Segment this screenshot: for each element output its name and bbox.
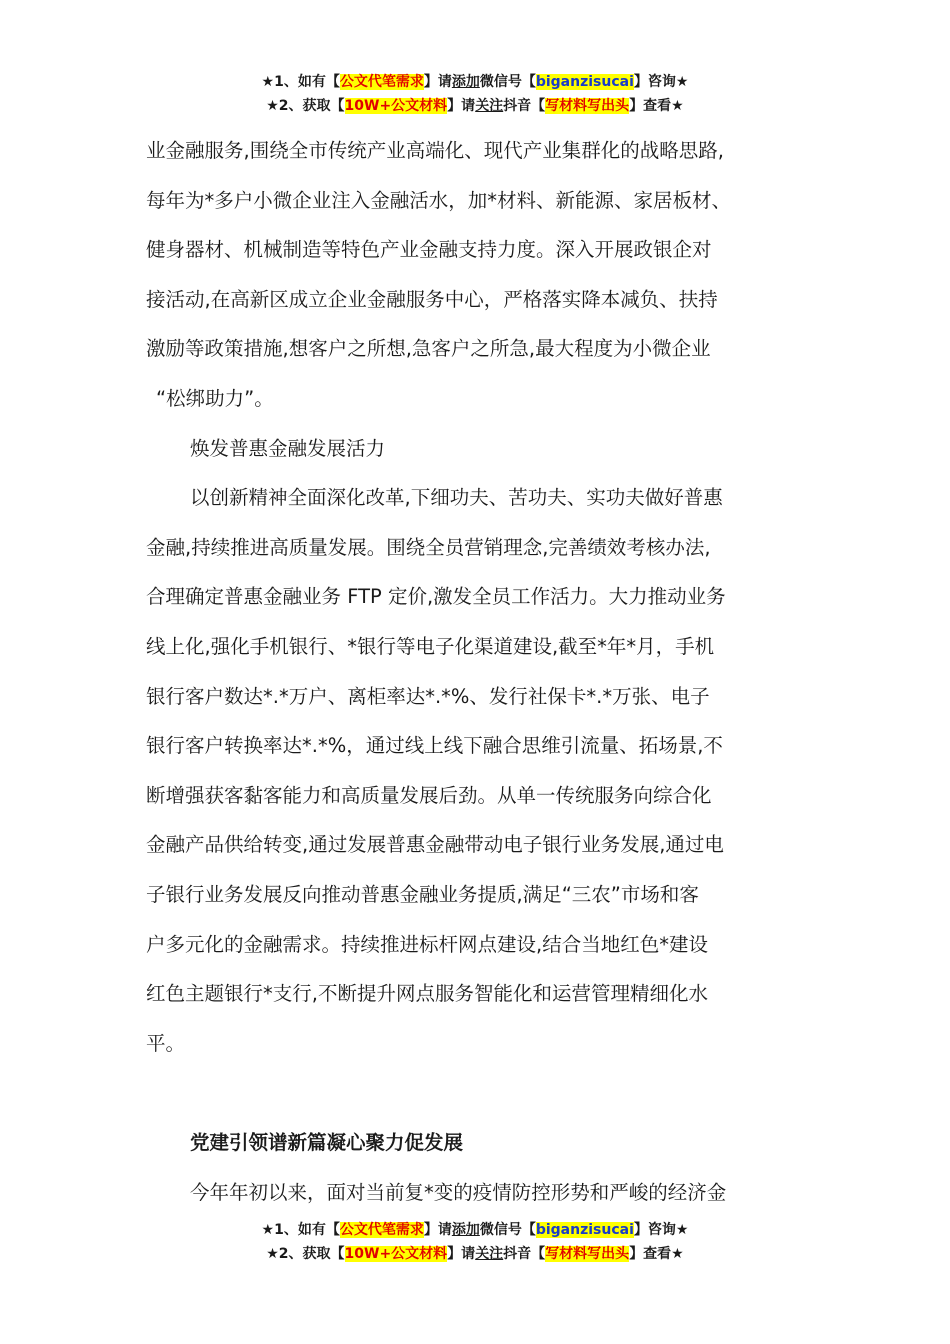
text-line: 银行客户数达*.*万户、离柜率达*.*%、发行社保卡*.*万张、电子 <box>146 684 710 708</box>
banner-underline-add: 添加 <box>451 74 480 90</box>
banner-text: 】请 <box>423 74 452 90</box>
text-line: 激励等政策措施,想客户之所想,急客户之所急,最大程度为小微企业 <box>146 337 711 361</box>
bottom-banner <box>0 1218 950 1266</box>
banner-line-1 <box>0 1218 950 1242</box>
banner-line-2 <box>0 94 950 118</box>
banner-text: 】查看★ <box>629 1246 684 1262</box>
text-line: 断增强获客黏客能力和高质量发展后劲。从单一传统服务向综合化 <box>146 783 712 807</box>
banner-text: 】请 <box>423 1222 452 1238</box>
text-line: 银行客户转换率达*.*%，通过线上线下融合思维引流量、拓场景,不 <box>146 734 723 758</box>
banner-text: 】请 <box>447 1246 476 1262</box>
top-banner <box>0 70 950 118</box>
text-line: 业金融服务,围绕全市传统产业高端化、现代产业集群化的战略思路, <box>146 139 724 162</box>
text-line: 以创新精神全面深化改革,下细功夫、苦功夫、实功夫做好普惠 <box>190 486 723 510</box>
text-line: 合理确定普惠金融业务 FTP 定价,激发全员工作活力。大力推动业务 <box>146 585 726 609</box>
banner-line-2 <box>0 1242 950 1266</box>
section-heading-2 <box>146 1118 814 1168</box>
banner-text: 】查看★ <box>629 98 684 114</box>
banner-highlight-wechat-id: biganzisucai <box>535 74 634 90</box>
text-line: 平。 <box>146 1031 186 1055</box>
text-line: 接活动,在高新区成立企业金融服务中心，严格落实降本减负、扶持 <box>146 287 718 311</box>
heading-text: 焕发普惠金融发展活力 <box>190 436 386 460</box>
text-line: 户多元化的金融需求。持续推进标杆网点建设,结合当地红色*建设 <box>146 932 708 956</box>
banner-line-1 <box>0 70 950 94</box>
spacer <box>146 1068 814 1118</box>
banner-highlight-wechat-id: biganzisucai <box>535 1222 634 1238</box>
heading-text: 党建引领谱新篇凝心聚力促发展 <box>190 1131 464 1155</box>
banner-highlight-service: 公文代笔需求 <box>339 74 424 90</box>
text-line: 金融产品供给转变,通过发展普惠金融带动电子银行业务发展,通过电 <box>146 833 724 857</box>
text-line: “松绑助力”。 <box>156 386 274 410</box>
paragraph-2 <box>146 473 814 1068</box>
banner-text: 微信号【 <box>479 74 536 90</box>
text-line: 线上化,强化手机银行、*银行等电子化渠道建设,截至*年*月，手机 <box>146 634 715 658</box>
banner-highlight-materials: 10W+公文材料 <box>344 1246 448 1262</box>
banner-underline-follow: 关注 <box>475 98 504 114</box>
banner-text: ★1、如有【 <box>261 1222 340 1238</box>
banner-text: ★2、获取【 <box>266 1246 345 1262</box>
paragraph-3 <box>146 1168 814 1218</box>
banner-text: ★1、如有【 <box>261 74 340 90</box>
banner-underline-add: 添加 <box>451 1222 480 1238</box>
banner-text: 】咨询★ <box>633 1222 689 1238</box>
text-line: 子银行业务发展反向推动普惠金融业务提质,满足“三农”市场和客 <box>146 882 699 906</box>
banner-highlight-materials: 10W+公文材料 <box>344 98 448 114</box>
banner-text: 】请 <box>447 98 476 114</box>
banner-highlight-douyin: 写材料写出头 <box>545 1246 630 1262</box>
banner-underline-follow: 关注 <box>475 1246 504 1262</box>
text-line: 今年年初以来，面对当前复*变的疫情防控形势和严峻的经济金 <box>190 1180 727 1204</box>
paragraph-1 <box>146 126 814 424</box>
banner-text: 微信号【 <box>479 1222 536 1238</box>
text-line: 健身器材、机械制造等特色产业金融支持力度。深入开展政银企对 <box>146 238 712 262</box>
text-line: 金融,持续推进高质量发展。围绕全员营销理念,完善绩效考核办法, <box>146 535 711 559</box>
text-line: 每年为*多户小微企业注入金融活水，加*材料、新能源、家居板材、 <box>146 188 732 212</box>
banner-text: 抖音【 <box>503 1246 546 1262</box>
banner-highlight-douyin: 写材料写出头 <box>545 98 630 114</box>
banner-text: 抖音【 <box>503 98 546 114</box>
banner-text: ★2、获取【 <box>266 98 345 114</box>
banner-highlight-service: 公文代笔需求 <box>339 1222 424 1238</box>
document-body <box>146 126 814 1217</box>
section-heading-1 <box>146 424 814 474</box>
banner-text: 】咨询★ <box>633 74 689 90</box>
text-line: 红色主题银行*支行,不断提升网点服务智能化和运营管理精细化水 <box>146 982 708 1006</box>
